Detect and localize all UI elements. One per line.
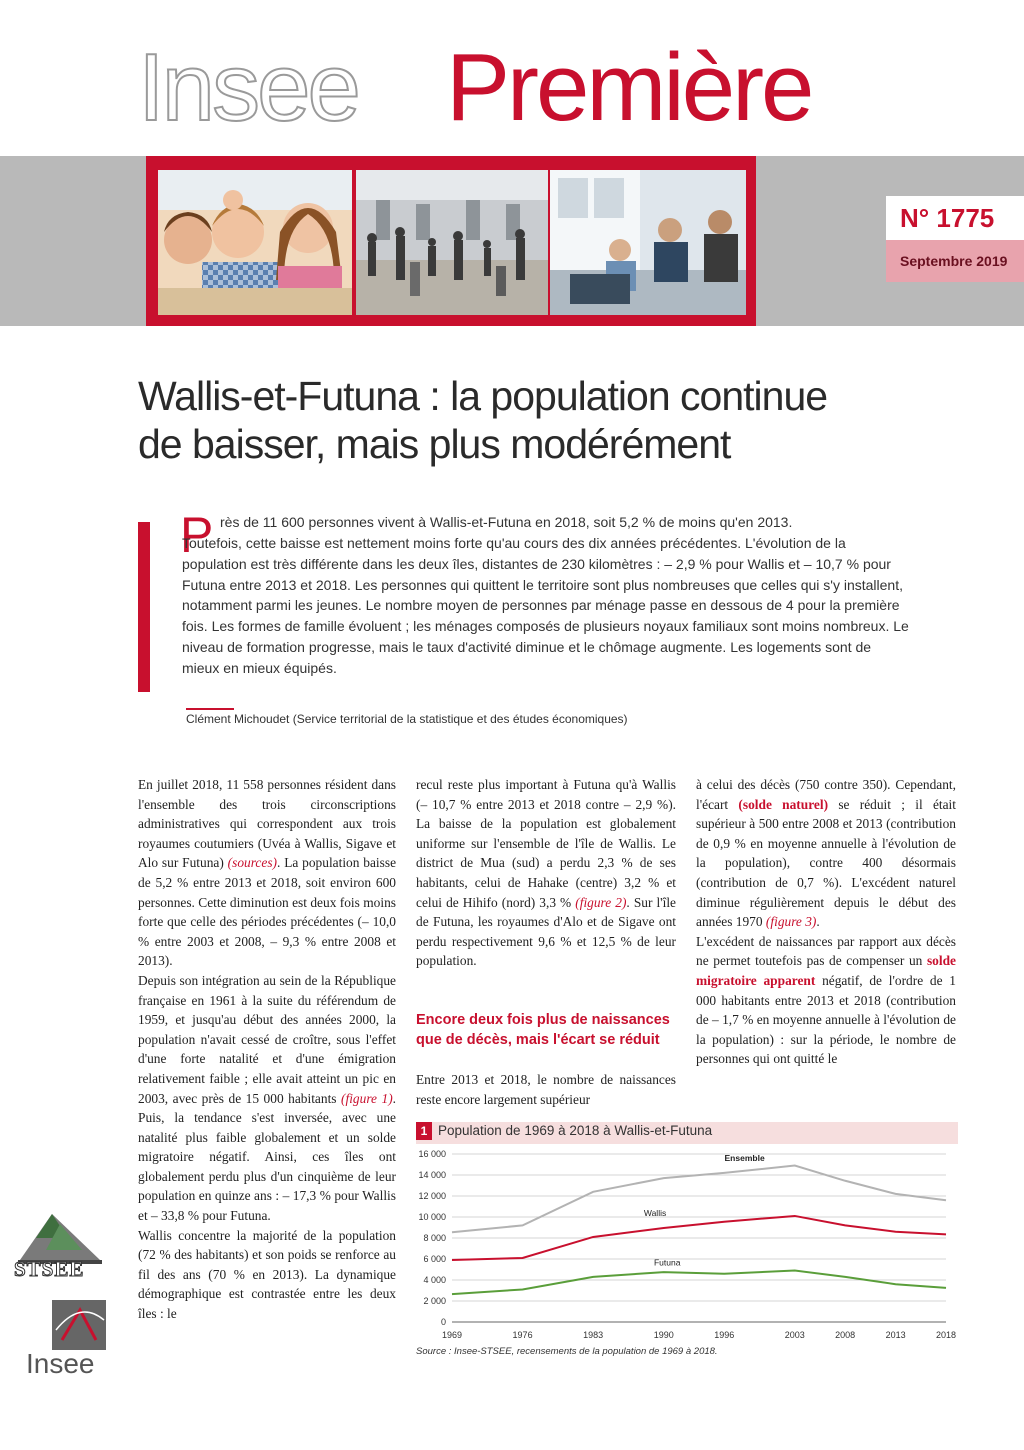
stsee-logo-text: STSEE — [14, 1257, 85, 1281]
photo-office — [550, 170, 746, 315]
paragraph: Entre 2013 et 2018, le nombre de naissances reste encore largement supérieur — [416, 1072, 676, 1107]
link-sources[interactable]: (sources) — [227, 855, 277, 871]
series-label-wallis: Wallis — [643, 1208, 667, 1219]
x-tick-label: 2018 — [935, 1330, 957, 1340]
series-line-ensemble — [452, 1166, 946, 1233]
author-rule — [186, 708, 234, 710]
text-run: En juillet 2018, 11 558 personnes résident dans l'ensemble des trois circonscriptions administratives qui correspondent aux trois royaumes coutumiers (Uvéa à Wallis, Sigave et Alo sur Futuna) — [138, 777, 396, 871]
brand-insee-wordmark: Insee — [138, 34, 358, 141]
link-figure-2[interactable]: (figure 2) — [575, 894, 627, 910]
photo-children — [158, 170, 352, 315]
figure-source: Source : Insee-STSEE, recensements de la population de 1969 à 2018. — [416, 1346, 718, 1357]
text-run: . Sur l'île de Futuna, les royaumes d'Alo et de Sigave ont perdu respectivement 9,6 % et 12,5 % de leur population. — [416, 894, 676, 969]
y-tick-label: 0 — [440, 1317, 446, 1327]
paragraph — [696, 775, 956, 932]
section-heading: Encore deux fois plus de naissances que de décès, mais l'écart se réduit — [416, 1012, 670, 1048]
x-tick-label: 2013 — [885, 1330, 906, 1340]
title-line-1: Wallis-et-Futuna : la population continue — [138, 373, 828, 419]
paragraph — [416, 775, 676, 971]
x-tick-label: 1983 — [583, 1330, 604, 1340]
issue-number: N° 1775 — [886, 196, 1024, 240]
issue-date: Septembre 2019 — [886, 240, 1024, 282]
text-run: à celui des décès (750 contre 350). Cependant, l'écart — [696, 777, 956, 812]
y-tick-label: 6 000 — [423, 1254, 446, 1264]
text-run: . — [816, 914, 820, 930]
x-tick-label: 2003 — [784, 1330, 805, 1340]
body-column-2-continued — [416, 1070, 676, 1109]
paragraph — [138, 775, 396, 971]
link-figure-3[interactable]: (figure 3) — [765, 914, 817, 930]
page-title — [138, 372, 898, 468]
glossary-link-solde-migratoire[interactable]: solde migratoire apparent — [696, 953, 956, 988]
x-tick-label: 1969 — [441, 1330, 463, 1340]
body-column-1 — [138, 775, 396, 1324]
x-tick-label: 1996 — [714, 1330, 735, 1340]
x-tick-label: 2008 — [835, 1330, 856, 1340]
title-line-2: de baisser, mais plus modérément — [138, 421, 731, 467]
paragraph: Wallis concentre la majorité de la population (72 % des habitants) et son poids se renforce au fil des ans (70 % en 2013). La dynamique démographique est contrastée entre les deux îles : le — [138, 1227, 396, 1322]
y-tick-label: 16 000 — [418, 1149, 446, 1159]
y-tick-label: 10 000 — [418, 1212, 446, 1222]
figure-number: 1 — [416, 1122, 432, 1140]
drop-cap: P — [180, 507, 214, 563]
body-column-2 — [416, 775, 676, 971]
body-column-3 — [696, 775, 956, 1069]
x-tick-label: 1976 — [512, 1330, 533, 1340]
x-tick-label: 1990 — [653, 1330, 674, 1340]
population-line-chart — [400, 1146, 960, 1346]
text-run: se réduit ; il était supérieur à 500 entre 2008 et 2013 (contribution de 0,9 % en moyenne annuelle à l'évolution de la population), contre 400 désormais (contribution de 0,7 %). L'excédent naturel diminue régulièrement depuis le début des années 1970 — [696, 796, 956, 930]
text-run: L'excédent de naissances par rapport aux décès ne permet toutefois pas de compenser un — [696, 933, 956, 969]
author-line: Clément Michoudet (Service territorial de la statistique et des études économiques) — [186, 712, 628, 726]
y-tick-label: 12 000 — [418, 1191, 446, 1201]
y-tick-label: 8 000 — [423, 1233, 446, 1243]
series-label-futuna: Futuna — [653, 1257, 681, 1268]
series-line-futuna — [452, 1271, 946, 1295]
paragraph — [138, 971, 396, 1226]
insee-logo-text: Insee — [26, 1348, 95, 1379]
text-run: . Puis, la tendance s'est inversée, avec une natalité plus faible globalement et un solde migratoire négatif. Ainsi, ces îles ont globalement perdu plus d'un cinquième de leur population en quinze ans : – 17,3 % pour Wallis et – 33,8 % pour Futuna. — [138, 1090, 397, 1224]
abstract-accent-bar — [138, 522, 150, 692]
y-tick-label: 4 000 — [423, 1275, 446, 1285]
brand-premiere-wordmark: Première — [446, 34, 812, 141]
text-run: négatif, de l'ordre de 1 000 habitants entre 2013 et 2018 (contribution de – 1,7 % en moyenne annuelle à l'évolution de la population) : sur la période, le nombre de personnes qui ont quitté le — [696, 972, 956, 1067]
y-tick-label: 2 000 — [423, 1296, 446, 1306]
series-label-ensemble: Ensemble — [724, 1153, 765, 1164]
text-run: recul reste plus important à Futuna qu'à Wallis (– 10,7 % entre 2013 et 2018 contre – 2,9 %). La baisse de la population est globalement uniforme sur l'ensemble de l'île de Wallis. Le district de Mua (sud) a perdu 2,3 % de ses habitants, celui de Hahake (centre) 3,2 % et celui de Hihifo (nord) 3,3 % — [416, 777, 676, 910]
abstract-text: Toutefois, cette baisse est nettement moins forte qu'au cours des dix années précédentes. L'évolution de la population est très différente dans les deux îles, distantes de 230 kilomètres : – 2,9 % pour Wallis et – 10,7 % pour Futuna entre 2013 et 2018. Les personnes qui quittent le territoire sont plus nombreuses que celles qui s'y installent, notamment parmi les jeunes. Le nombre moyen de personnes par ménage passe en dessous de 4 pour la première fois. Les formes de famille évoluent ; les ménages composés de plusieurs noyaux familiaux sont moins nombreux. Le niveau de formation progresse, mais le taux d'activité diminue et le chômage augmente. Les logements sont de mieux en mieux équipés. — [182, 535, 909, 676]
figure-title: Population de 1969 à 2018 à Wallis-et-Futuna — [438, 1123, 713, 1138]
y-tick-label: 14 000 — [418, 1170, 446, 1180]
insee-logo-icon — [52, 1300, 106, 1350]
abstract-first-line: rès de 11 600 personnes vivent à Wallis-et-Futuna en 2018, soit 5,2 % de moins qu'en 2013. — [220, 514, 793, 530]
text-run: . La population baisse de 5,2 % entre 2013 et 2018, soit environ 600 personnes. Cette diminution est deux fois moins forte que celle des périodes précédentes (– 10,0 % entre 2003 et 2008, – 9,3 % entre 2008 et 2013). — [138, 855, 397, 969]
photo-crowd — [356, 170, 548, 315]
paragraph — [696, 932, 956, 1069]
glossary-link-solde-naturel[interactable]: (solde naturel) — [738, 796, 829, 812]
text-run: Depuis son intégration au sein de la République française en 1961 à la suite du référendum de 1959, et jusqu'au début des années 2000, la population n'avait cessé de croître, sous l'effet d'une forte natalité et d'une émigration relativement faible ; elle avait atteint un pic en 2003, avec près de 15 000 habitants — [138, 972, 396, 1106]
link-figure-1[interactable]: (figure 1) — [341, 1090, 393, 1106]
